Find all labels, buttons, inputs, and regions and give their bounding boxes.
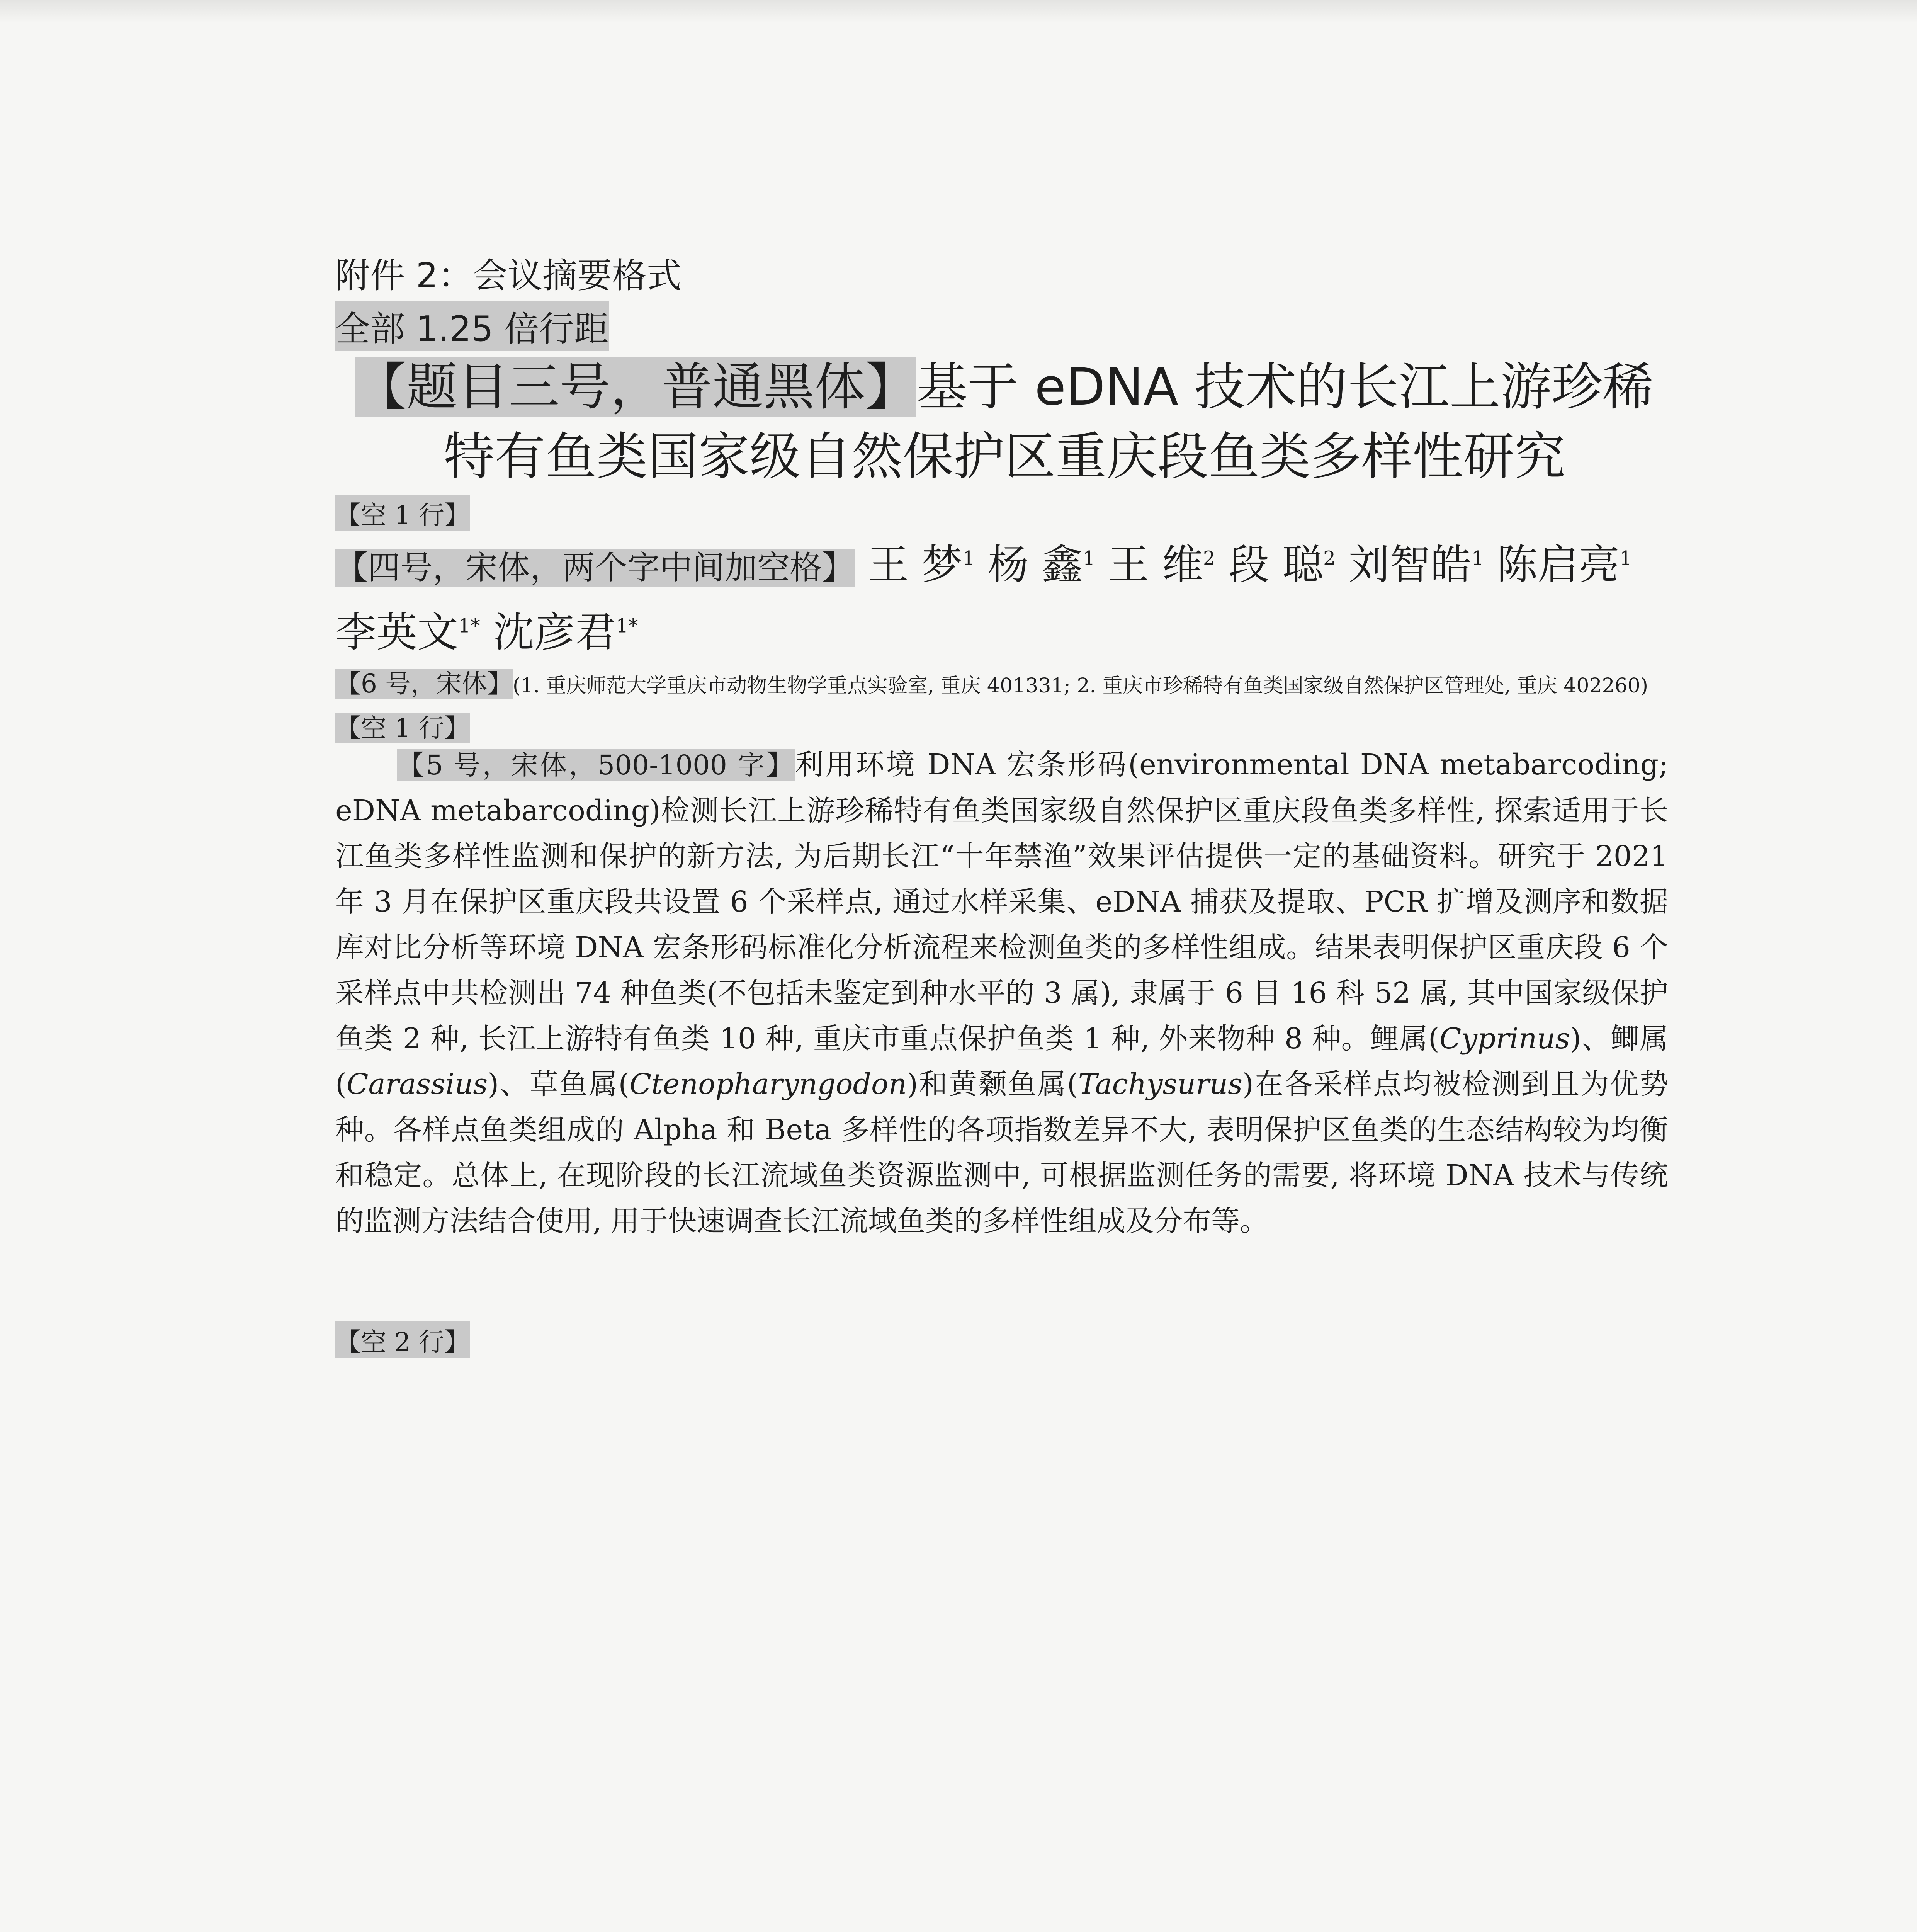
author: 段 聪$^2$	[1228, 541, 1336, 589]
genus-name: Cyprinus	[1439, 1022, 1570, 1055]
author: 沈彦君$^{1*}$	[493, 608, 638, 656]
author: 陈启亮$^1$	[1497, 541, 1632, 589]
author: 杨 鑫$^1$	[987, 541, 1095, 589]
genus-name: Carassius	[346, 1068, 488, 1101]
affiliation-format-note: 【6 号，宋体】	[335, 669, 513, 699]
abstract-body: 【5 号，宋体，500-1000 字】利用环境 DNA 宏条形码(environmental DNA metabarcoding; eDNA metabarcoding)检测长江上游珍稀特有鱼类国家级自然保护区重庆段鱼类多样性, 探索适用于长江鱼类多样性监测和保护的新方法, 为后期长江“十年禁渔”效果评估提供一定的基础资料。研究于 2021 年 3 月在保护区重庆段共设置 6 个采样点, 通过水样采集、eDNA 捕获及提取、PCR 扩增及测序和数据库对比分析等环境 DNA 宏条形码标准化分析流程来检测鱼类的多样性组成。结果表明保护区重庆段 6 个采样点中共检测出 74 种鱼类(不包括未鉴定到种水平的 3 属), 隶属于 6 目 16 科 52 属, 其中国家级保护鱼类 2 种, 长江上游特有鱼类 10 种, 重庆市重点保护鱼类 1 种, 外来物种 8 种。鲤属(Cyprinus)、鲫属(Carassius)、草鱼属(Ctenopharyngodon)和黄颡鱼属(Tachysurus)在各采样点均被检测到且为优势种。各样点鱼类组成的 Alpha 和 Beta 多样性的各项指数差异不大, 表明保护区鱼类的生态结构较为均衡和稳定。总体上, 在现阶段的长江流域鱼类资源监测中, 可根据监测任务的需要, 将环境 DNA 技术与传统的监测方法结合使用, 用于快速调查长江流域鱼类的多样性组成及分布等。	[335, 748, 1668, 1238]
genus-name: Tachysurus	[1078, 1068, 1243, 1101]
title-format-note: 【题目三号，普通黑体】	[355, 357, 917, 417]
author: 王 维$^2$	[1108, 541, 1215, 589]
authors-format-note: 【四号，宋体，两个字中间加空格】	[335, 549, 855, 587]
blank-line-note-affil: 【空 1 行】	[335, 713, 470, 743]
affiliation-text: (1. 重庆师范大学重庆市动物生物学重点实验室, 重庆 401331; 2. 重庆市珍稀特有鱼类国家级自然保护区管理处, 重庆 402260)	[512, 674, 1648, 697]
abstract-format-note: 【5 号，宋体，500-1000 字】	[397, 749, 795, 781]
author: 李英文$^{1*}$	[335, 608, 480, 656]
genus-name: Ctenopharyngodon	[629, 1068, 907, 1101]
blank-line-note-1: 【空 1 行】	[335, 495, 470, 531]
author: 刘智皓$^1$	[1348, 541, 1484, 589]
title-text: 基于 eDNA 技术的长江上游珍稀特有鱼类国家级自然保护区重庆段鱼类多样性研究	[444, 357, 1654, 486]
abstract-title	[332, 352, 1677, 492]
blank-line-note-2: 【空 2 行】	[335, 1321, 470, 1358]
author-list	[335, 529, 1668, 662]
author: 王 梦$^1$	[867, 541, 975, 589]
affiliation	[335, 663, 1668, 752]
attachment-label: 附件 2：会议摘要格式	[335, 255, 681, 296]
spacing-note: 全部 1.25 倍行距	[335, 301, 609, 351]
